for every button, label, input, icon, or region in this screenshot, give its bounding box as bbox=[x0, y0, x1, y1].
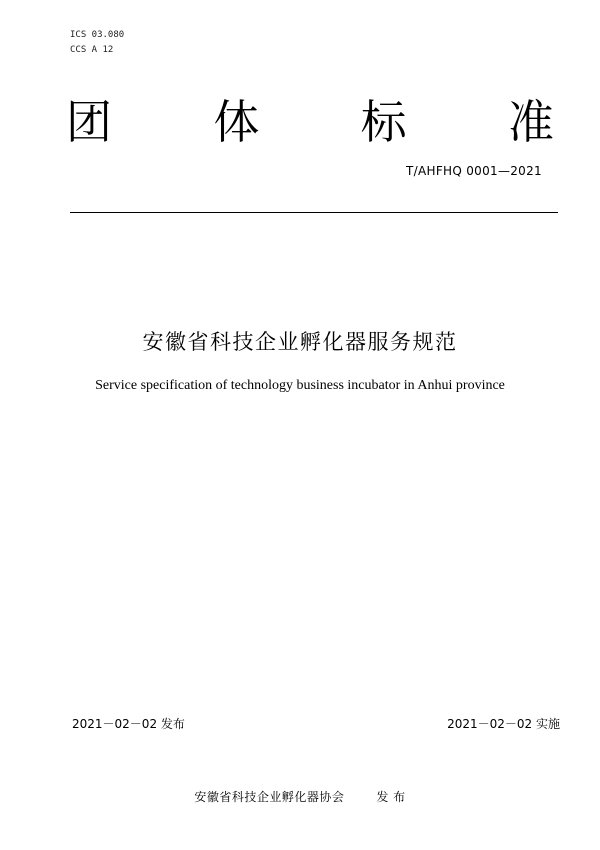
implement-date: 2021－02－02 实施 bbox=[447, 717, 560, 731]
heading-char: 团 bbox=[66, 95, 112, 149]
ics-code: ICS 03.080 bbox=[70, 30, 125, 40]
header-divider bbox=[70, 212, 558, 213]
heading-char: 准 bbox=[507, 95, 554, 149]
document-type-heading bbox=[66, 92, 554, 152]
publisher-action: 发 布 bbox=[376, 790, 406, 804]
classification-codes bbox=[70, 28, 124, 58]
title-english: Service specification of technology business incubator in Anhui province bbox=[95, 378, 505, 393]
publisher-name: 安徽省科技企业孵化器协会 bbox=[194, 790, 345, 804]
standard-number: T/AHFHQ 0001—2021 bbox=[406, 164, 542, 178]
publisher-line bbox=[0, 788, 600, 805]
heading-char: 标 bbox=[360, 95, 407, 149]
publish-date: 2021－02－02 发布 bbox=[72, 717, 185, 731]
heading-char: 体 bbox=[213, 95, 260, 149]
title-chinese: 安徽省科技企业孵化器服务规范 bbox=[142, 330, 458, 354]
ccs-code: CCS A 12 bbox=[70, 45, 114, 55]
